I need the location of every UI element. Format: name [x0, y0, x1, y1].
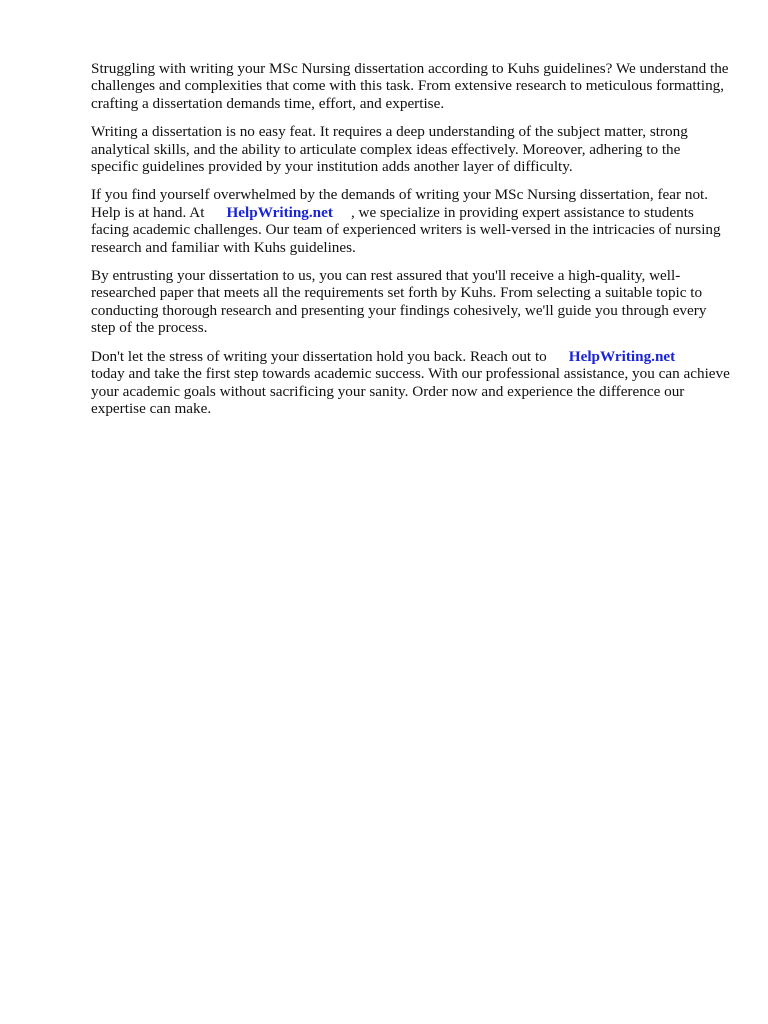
paragraph-help-text-before: If you find yourself overwhelmed by the demands of writing your MSc Nursing dissertation, fear not. Help is at hand. At [91, 186, 709, 221]
paragraph-help [91, 186, 731, 256]
paragraph-quality: By entrusting your dissertation to us, you can rest assured that you'll receive a high-quality, well-researched paper that meets all the requirements set forth by Kuhs. From selecting a suitable topic to conducting thorough research and presenting your findings cohesively, we'll guide you through every step of the process. [91, 267, 707, 337]
document-body [91, 60, 731, 428]
paragraph-call-to-action [91, 348, 731, 418]
paragraph-difficulty: Writing a dissertation is no easy feat. It requires a deep understanding of the subject matter, strong analytical skills, and the ability to articulate complex ideas effectively. Moreover, adhering to the specific guidelines provided by your institution adds another layer of difficulty. [91, 123, 688, 176]
paragraph-help-text-after: , we specialize in providing expert assistance to students facing academic challenges. Our team of experienced writers is well-versed in the intricacies of nursing research and familiar with Kuhs guidelines. [91, 203, 721, 256]
paragraph-cta-text-before: Don't let the stress of writing your dissertation hold you back. Reach out to [91, 347, 547, 365]
helpwriting-link[interactable]: HelpWriting.net [226, 203, 333, 221]
helpwriting-link-2[interactable]: HelpWriting.net [568, 347, 676, 365]
paragraph-intro: Struggling with writing your MSc Nursing dissertation according to Kuhs guidelines? We understand the challenges and complexities that come with this task. From extensive research to meticulous formatting, crafting a dissertation demands time, effort, and expertise. [91, 60, 729, 112]
paragraph-cta-text-after: today and take the first step towards academic success. With our professional assistance, you can achieve your academic goals without sacrificing your sanity. Order now and experience the difference our expertise can make. [91, 365, 730, 417]
